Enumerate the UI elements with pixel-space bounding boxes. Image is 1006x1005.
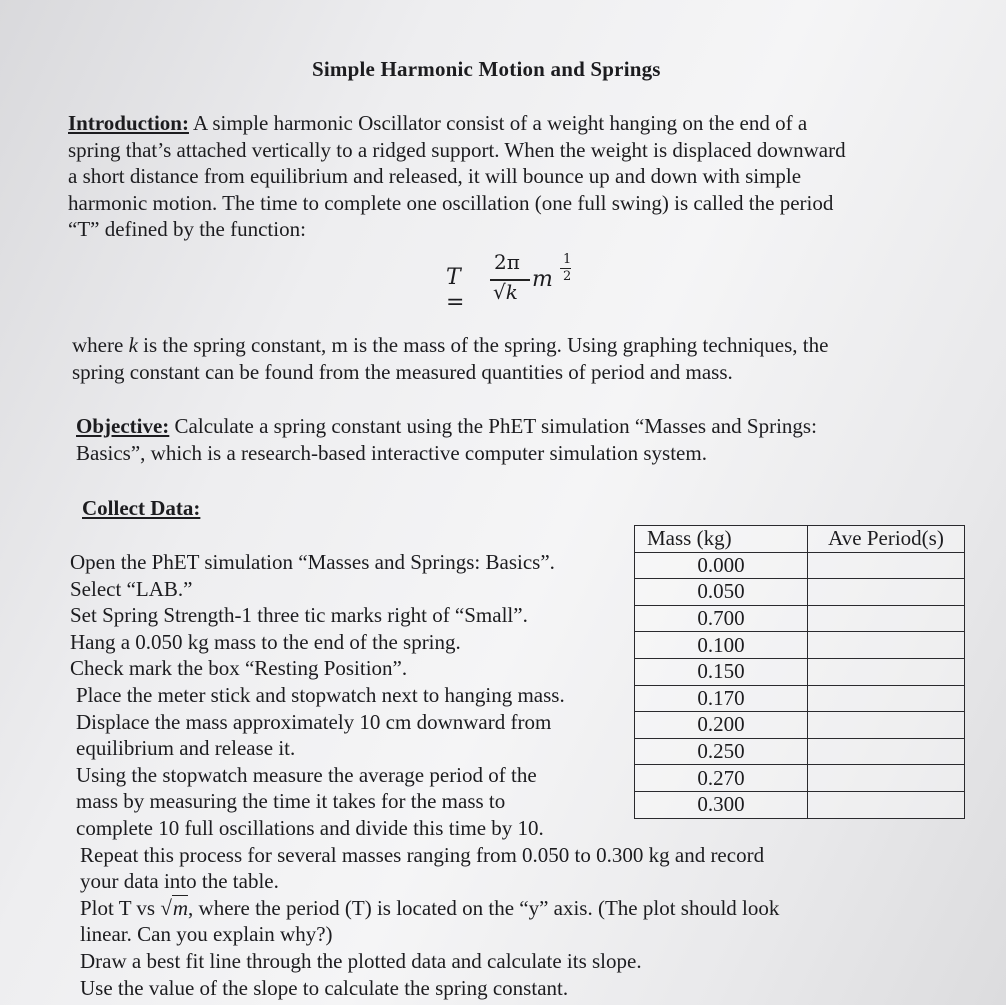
period-cell[interactable] (808, 632, 965, 659)
mass-cell: 0.150 (635, 658, 808, 685)
period-cell[interactable] (808, 658, 965, 685)
table-row (635, 552, 965, 579)
period-cell[interactable] (808, 765, 965, 792)
period-cell[interactable] (808, 738, 965, 765)
step-line: Check mark the box “Resting Position”. (70, 656, 408, 681)
table-row (635, 685, 965, 712)
collect-data-heading: Collect Data: (82, 496, 201, 520)
table-row (635, 605, 965, 632)
step-line: Using the stopwatch measure the average period of the (76, 762, 537, 787)
table-header-row (635, 526, 965, 553)
mass-cell: 0.200 (635, 712, 808, 739)
where-paragraph (72, 332, 828, 385)
step-line: Draw a best fit line through the plotted data and calculate its slope. (80, 948, 642, 973)
where-line-1: where k is the spring constant, m is the mass of the spring. Using graphing techniques, the (72, 333, 829, 357)
intro-line-3: a short distance from equilibrium and released, it will bounce up and down with simple (68, 164, 802, 188)
table-row (635, 579, 965, 606)
step-line: Hang a 0.050 kg mass to the end of the spring. (70, 629, 461, 654)
table-row (635, 632, 965, 659)
step-line: Open the PhET simulation “Masses and Springs: Basics”. (70, 550, 555, 574)
step-line: Use the value of the slope to calculate the spring constant. (80, 975, 569, 1000)
formula-lhs: T = (446, 265, 465, 315)
step-line: equilibrium and release it. (76, 736, 296, 761)
formula-exponent-denominator: 2 (563, 269, 572, 284)
sqrt-m: √m (160, 895, 189, 920)
table-row (635, 791, 965, 818)
step-line: Plot T vs √m, where the period (T) is located on the “y” axis. (The plot should look (80, 895, 780, 920)
mass-cell: 0.100 (635, 632, 808, 659)
introduction-paragraph (68, 110, 846, 243)
mass-cell: 0.250 (635, 738, 808, 765)
introduction-label: Introduction: (68, 111, 189, 135)
intro-line-1: Introduction: A simple harmonic Oscillator consist of a weight hanging on the end of a (68, 111, 808, 135)
objective-paragraph (76, 413, 817, 466)
header-ave-period: Ave Period(s) (808, 526, 965, 553)
step-line: Repeat this process for several masses ranging from 0.050 to 0.300 kg and record (80, 842, 765, 867)
step-line: complete 10 full oscillations and divide this time by 10. (76, 815, 544, 840)
table-row (635, 658, 965, 685)
period-cell[interactable] (808, 685, 965, 712)
step-line: mass by measuring the time it takes for the mass to (76, 789, 506, 814)
mass-cell: 0.170 (635, 685, 808, 712)
intro-line-5: “T” defined by the function: (68, 217, 306, 241)
header-mass: Mass (kg) (635, 526, 808, 553)
step-line: Set Spring Strength-1 three tic marks right of “Small”. (70, 603, 528, 628)
table-row (635, 712, 965, 739)
intro-line-4: harmonic motion. The time to complete one oscillation (one full swing) is called the period (68, 190, 834, 215)
objective-line-1: Objective: Calculate a spring constant using the PhET simulation “Masses and Springs: (76, 414, 817, 438)
intro-line-2: spring that’s attached vertically to a ridged support. When the weight is displaced downward (68, 137, 846, 162)
period-cell[interactable] (808, 605, 965, 632)
step-line: Displace the mass approximately 10 cm downward from (76, 709, 552, 734)
mass-cell: 0.000 (635, 552, 808, 579)
period-cell[interactable] (808, 579, 965, 606)
step-line: linear. Can you explain why?) (80, 922, 333, 947)
formula-numerator: 2π (494, 250, 520, 274)
formula-exponent-numerator: 1 (563, 252, 572, 267)
mass-cell: 0.300 (635, 791, 808, 818)
objective-label: Objective: (76, 414, 170, 438)
step-line: Select “LAB.” (70, 576, 193, 601)
period-cell[interactable] (808, 791, 965, 818)
step-line: your data into the table. (80, 869, 279, 894)
mass-cell: 0.700 (635, 605, 808, 632)
objective-line-2: Basics”, which is a research-based interactive computer simulation system. (76, 440, 707, 465)
mass-cell: 0.270 (635, 765, 808, 792)
mass-cell: 0.050 (635, 579, 808, 606)
mass-period-table (634, 525, 965, 819)
where-line-2: spring constant can be found from the measured quantities of period and mass. (72, 359, 733, 384)
table-row (635, 738, 965, 765)
step-line: Place the meter stick and stopwatch next to hanging mass. (76, 682, 565, 707)
period-cell[interactable] (808, 552, 965, 579)
table-row (635, 765, 965, 792)
formula-base: m (532, 267, 553, 292)
period-cell[interactable] (808, 712, 965, 739)
page-title: Simple Harmonic Motion and Springs (312, 57, 661, 81)
formula-denominator: √k (493, 280, 518, 304)
